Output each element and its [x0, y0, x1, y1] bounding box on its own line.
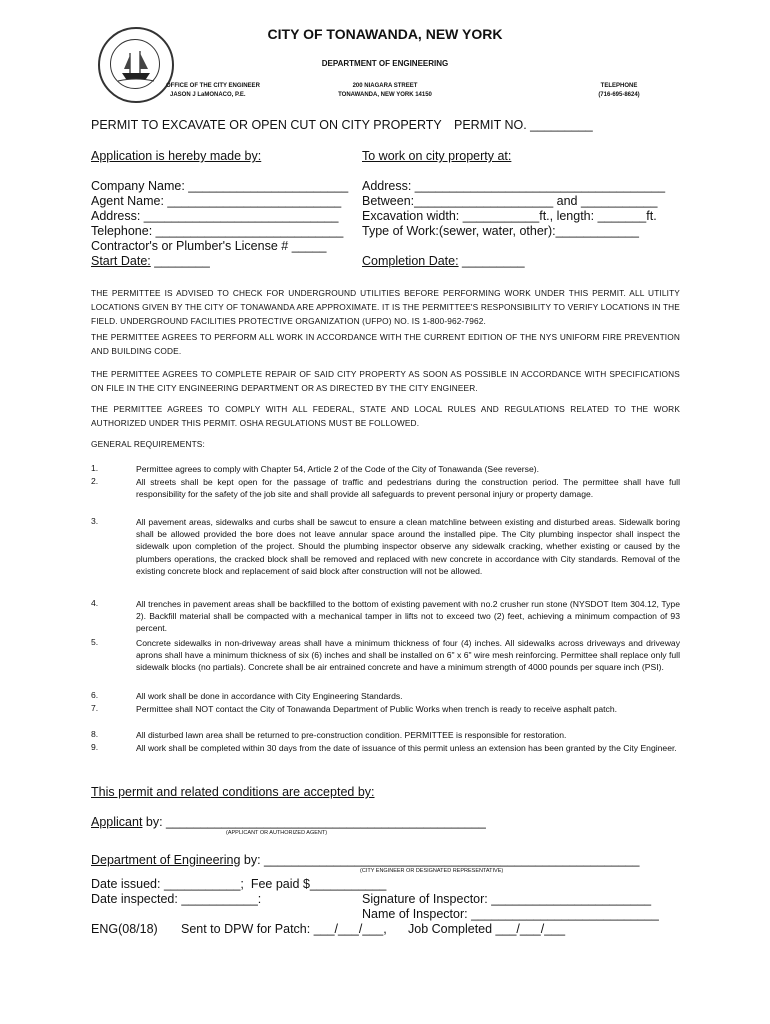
- start-date-field[interactable]: [91, 254, 210, 268]
- completion-date-label: Completion Date:: [362, 254, 459, 268]
- phone-number: (716-695-8624): [598, 92, 640, 98]
- department-name: DEPARTMENT OF ENGINEERING: [321, 59, 449, 68]
- applicant-line: by: ______________________________________________: [142, 815, 486, 829]
- acceptance-heading: This permit and related conditions are accepted by:: [91, 785, 375, 799]
- requirement-text: Permittee agrees to comply with Chapter 54, Article 2 of the Code of the City of Tonawanda (See reverse).: [136, 464, 539, 474]
- requirement-text: All pavement areas, sidewalks and curbs shall be sawcut to ensure a clean matchline between existing and disturbed areas. Sidewalk boring shall be allowed provided the bore does not leave annular space around the installed pipe. The City plumbing inspector shall inspect the sidewalk upon completion of the project. Should the plumbing inspector observe any sidewalk cracking, whether existing or caused by the plumbers operations, the cracked block shall be removed and replaced with new concrete in accordance with City standards. Removal of the existing concrete block and replacement of said block after construction will not be allowed.: [136, 517, 680, 576]
- start-date-label: Start Date:: [91, 254, 151, 268]
- requirement-text: All disturbed lawn area shall be returned to pre-construction condition. PERMITTEE is responsible for restoration.: [136, 730, 567, 740]
- requirement-text: Concrete sidewalks in non-driveway areas shall have a minimum thickness of four (4) inches. All sidewalks across driveways and driveway aprons shall have a minimum thickness of six (6) inches and shall be installed on 6" x 6" wire mesh reinforcing. Permittee shall replace only full sidewalk blocks (no partials). Concrete shall be air entrained concrete and have a minimum strength of 4000 pounds per square inch (PSI).: [136, 638, 680, 673]
- telephone-field[interactable]: Telephone: ___________________________: [91, 224, 344, 238]
- repair-notice: THE PERMITTEE AGREES TO COMPLETE REPAIR OF SAID CITY PROPERTY AS SOON AS POSSIBLE IN ACCORDANCE WITH SPECIFICATIONS ON FILE IN THE CITY ENGINEERING DEPARTMENT OR AS DIRECTED BY THE CITY ENGINEER.: [91, 369, 680, 393]
- requirement-number: 7.: [91, 703, 99, 713]
- engineer-name: JASON J LaMONACO, P.E.: [170, 92, 246, 98]
- date-inspected-field[interactable]: Date inspected: ___________:: [91, 892, 262, 906]
- phone-label: TELEPHONE: [600, 83, 638, 89]
- requirement-text: All streets shall be kept open for the passage of traffic and pedestrians during the construction period. The permittee shall have full responsibility for the safety of the job site and shall provide all safeguards to prevent personal injury or property damage.: [136, 477, 680, 500]
- requirement-text: All work shall be completed within 30 days from the date of issuance of this permit unless an extension has been granted by the City Engineer.: [136, 743, 677, 753]
- form-code: ENG(08/18): [91, 922, 158, 936]
- office-title: OFFICE OF THE CITY ENGINEER: [166, 83, 260, 89]
- building-code-notice: THE PERMITTEE AGREES TO PERFORM ALL WORK IN ACCORDANCE WITH THE CURRENT EDITION OF THE NYS UNIFORM FIRE PREVENTION AND BUILDING CODE.: [91, 332, 680, 356]
- requirement-number: 1.: [91, 463, 99, 473]
- department-line: by: ______________________________________________________: [240, 853, 640, 867]
- city-address: TONAWANDA, NEW YORK 14150: [338, 92, 432, 98]
- requirement-number: 5.: [91, 637, 99, 647]
- general-requirements-heading: GENERAL REQUIREMENTS:: [91, 439, 205, 449]
- excavation-size-field[interactable]: Excavation width: ___________ft., length: _______ft.: [362, 209, 657, 223]
- completion-date-field[interactable]: [362, 254, 525, 268]
- work-location-heading: To work on city property at:: [362, 149, 512, 163]
- requirement-text: All trenches in pavement areas shall be backfilled to the bottom of existing pavement with no.2 crusher run stone (NYSDOT Item 304.12, Type 2). Backfill material shall be compacted with a mechanical tamper in lifts not to exceed two (2) feet, achieving a minimum compaction of 93 percent.: [136, 599, 680, 634]
- job-completed-field[interactable]: Job Completed ___/___/___: [408, 922, 566, 936]
- inspector-name-field[interactable]: Name of Inspector: ___________________________: [362, 907, 659, 921]
- requirement-number: 6.: [91, 690, 99, 700]
- work-address-field[interactable]: Address: ____________________________________: [362, 179, 666, 193]
- requirement-text: Permittee shall NOT contact the City of Tonawanda Department of Public Works when trench is ready to receive asphalt patch.: [136, 704, 618, 714]
- application-heading: Application is hereby made by:: [91, 149, 262, 163]
- requirement-number: 9.: [91, 742, 99, 752]
- phone-block: [574, 82, 664, 100]
- address-field[interactable]: Address: ____________________________: [91, 209, 339, 223]
- applicant-signature-field[interactable]: [91, 815, 486, 829]
- inspector-signature-field[interactable]: Signature of Inspector: _______________________: [362, 892, 652, 906]
- requirement-number: 2.: [91, 476, 99, 486]
- office-block: [166, 82, 260, 100]
- permit-title: PERMIT TO EXCAVATE OR OPEN CUT ON CITY PROPERTY: [91, 118, 442, 132]
- requirement-text: All work shall be done in accordance with City Engineering Standards.: [136, 691, 403, 701]
- utilities-notice: THE PERMITTEE IS ADVISED TO CHECK FOR UNDERGROUND UTILITIES BEFORE PERFORMING WORK UNDER THIS PERMIT. ALL UTILITY LOCATIONS GIVEN BY THE CITY OF TONAWANDA ARE APPROXIMATE. IT IS THE PERMITTEE'S RESPONSIBILITY TO VERIFY LOCATIONS IN THE FIELD. UNDERGROUND FACILITIES PROTECTIVE ORGANIZATION (UFPO) NO. IS 1-800-962-7962.: [91, 288, 680, 326]
- requirement-number: 3.: [91, 516, 99, 526]
- street-address: 200 NIAGARA STREET: [352, 83, 418, 89]
- applicant-note: (APPLICANT OR AUTHORIZED AGENT): [226, 830, 328, 836]
- date-issued-field[interactable]: Date issued: ___________; Fee paid $___________: [91, 877, 387, 891]
- company-name-field[interactable]: Company Name: _______________________: [91, 179, 349, 193]
- department-label: Department of Engineering: [91, 853, 241, 867]
- requirement-number: 4.: [91, 598, 99, 608]
- regulations-notice: THE PERMITTEE AGREES TO COMPLY WITH ALL FEDERAL, STATE AND LOCAL RULES AND REGULATIONS RELATED TO THE WORK AUTHORIZED UNDER THIS PERMIT. OSHA REGULATIONS MUST BE FOLLOWED.: [91, 404, 680, 428]
- completion-date-blank: _________: [458, 254, 525, 268]
- start-date-blank: ________: [150, 254, 210, 268]
- department-signature-field[interactable]: [91, 853, 639, 867]
- license-field[interactable]: Contractor's or Plumber's License # _____: [91, 239, 327, 253]
- agent-name-field[interactable]: Agent Name: _________________________: [91, 194, 342, 208]
- address-block: [310, 82, 460, 100]
- requirement-number: 8.: [91, 729, 99, 739]
- sent-to-dpw-field[interactable]: Sent to DPW for Patch: ___/___/___,: [181, 922, 387, 936]
- department-note: (CITY ENGINEER OR DESIGNATED REPRESENTATIVE): [360, 868, 504, 874]
- applicant-label: Applicant: [91, 815, 143, 829]
- permit-number-field[interactable]: PERMIT NO. _________: [454, 118, 593, 132]
- city-title: CITY OF TONAWANDA, NEW YORK: [267, 26, 503, 42]
- between-field[interactable]: Between:____________________ and ___________: [362, 194, 658, 208]
- work-type-field[interactable]: Type of Work:(sewer, water, other):____________: [362, 224, 640, 238]
